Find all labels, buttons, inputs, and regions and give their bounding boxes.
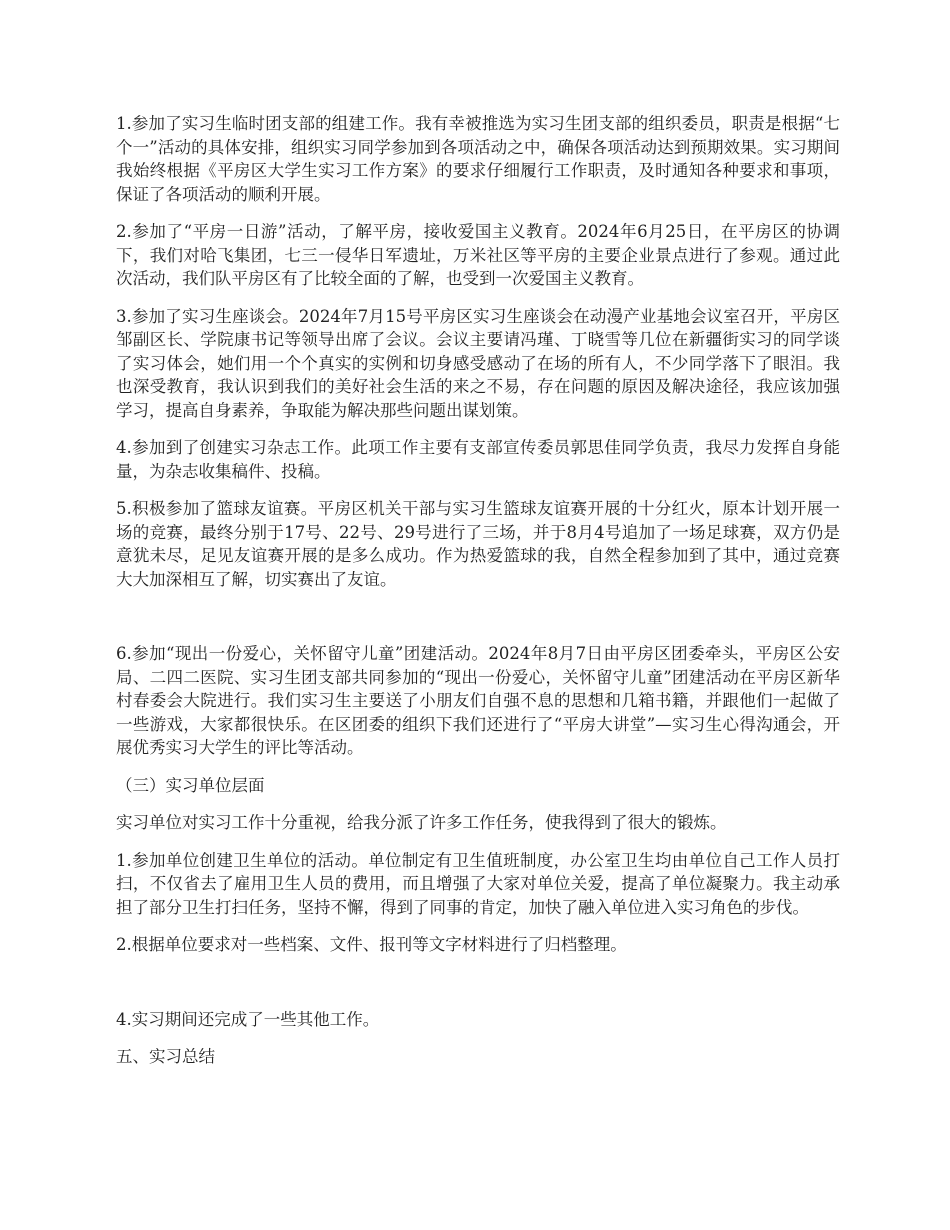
- paragraph-team-branch: 1.参加了实习生临时团支部的组建工作。我有幸被推选为实习生团支部的组织委员，职责是根据“七个一”活动的具体安排，组织实习同学参加到各项活动之中，确保各项活动达到预期效果。实习期间我始终根据《平房区大学生实习工作方案》的要求仔细履行工作职责，及时通知各种要求和事项，保证了各项活动的顺利开展。: [116, 114, 840, 204]
- blank-spacer: [116, 971, 840, 1008]
- paragraph-pingfang-tour: 2.参加了“平房一日游”活动，了解平房，接收爱国主义教育。2024年6月25日，在平房区的协调下，我们对哈飞集团，七三一侵华日军遗址，万米社区等平房的主要企业景点进行了参观。通过此次活动，我们队平房区有了比较全面的了解，也受到一次爱国主义教育。: [116, 222, 840, 288]
- blank-spacer: [116, 605, 840, 642]
- paragraph-left-behind-children: 6.参加“现出一份爱心，关怀留守儿童”团建活动。2024年8月7日由平房区团委牵头，平房区公安局、二四二医院、实习生团支部共同参加的“现出一份爱心，关怀留守儿童”团建活动在平房区新华村春委会大院进行。我们实习生主要送了小朋友们自强不息的思想和几箱书籍，并跟他们一起做了一些游戏，大家都很快乐。在区团委的组织下我们还进行了“平房大讲堂”—实习生心得沟通会，开展优秀实习大学生的评比等活动。: [116, 644, 840, 757]
- document-page: [116, 112, 840, 1083]
- section-heading-summary: 五、实习总结: [116, 1047, 215, 1066]
- paragraph-archiving: 2.根据单位要求对一些档案、文件、报刊等文字材料进行了归档整理。: [116, 935, 627, 954]
- paragraph-hygiene-unit: 1.参加单位创建卫生单位的活动。单位制定有卫生值班制度，办公室卫生均由单位自己工作人员打扫，不仅省去了雇用卫生人员的费用，而且增强了大家对单位关爱，提高了单位凝聚力。我主动承担了部分卫生打扫任务，坚持不懈，得到了同事的肯定，加快了融入单位进入实习角色的步伐。: [116, 850, 840, 917]
- paragraph-basketball: 5.积极参加了篮球友谊赛。平房区机关干部与实习生篮球友谊赛开展的十分红火，原本计划开展一场的竞赛，最终分别于17号、22号、29号进行了三场，并于8月4号追加了一场足球赛，双方仍是意犹未尽，足见友谊赛开展的是多么成功。作为热爱篮球的我，自然全程参加到了其中，通过竞赛大大加深相互了解，切实赛出了友谊。: [116, 499, 840, 589]
- paragraph-symposium: 3.参加了实习生座谈会。2024年7月15号平房区实习生座谈会在动漫产业基地会议室召开，平房区邹副区长、学院康书记等领导出席了会议。会议主要请冯瑾、丁晓雪等几位在新疆街实习的同学谈了实习体会，她们用一个个真实的实例和切身感受感动了在场的所有人，不少同学落下了眼泪。我也深受教育，我认识到我们的美好社会生活的来之不易，存在问题的原因及解决途径，我应该加强学习，提高自身素养，争取能为解决那些问题出谋划策。: [116, 306, 840, 420]
- paragraph-unit-intro: 实习单位对实习工作十分重视，给我分派了许多工作任务，使我得到了很大的锻炼。: [116, 813, 727, 832]
- paragraph-other-work: 4.实习期间还完成了一些其他工作。: [116, 1009, 380, 1029]
- paragraph-magazine: 4.参加到了创建实习杂志工作。此项工作主要有支部宣传委员郭思佳同学负责，我尽力发挥自身能量，为杂志收集稿件、投稿。: [116, 438, 840, 481]
- section-heading-internship-unit: （三）实习单位层面: [116, 775, 265, 795]
